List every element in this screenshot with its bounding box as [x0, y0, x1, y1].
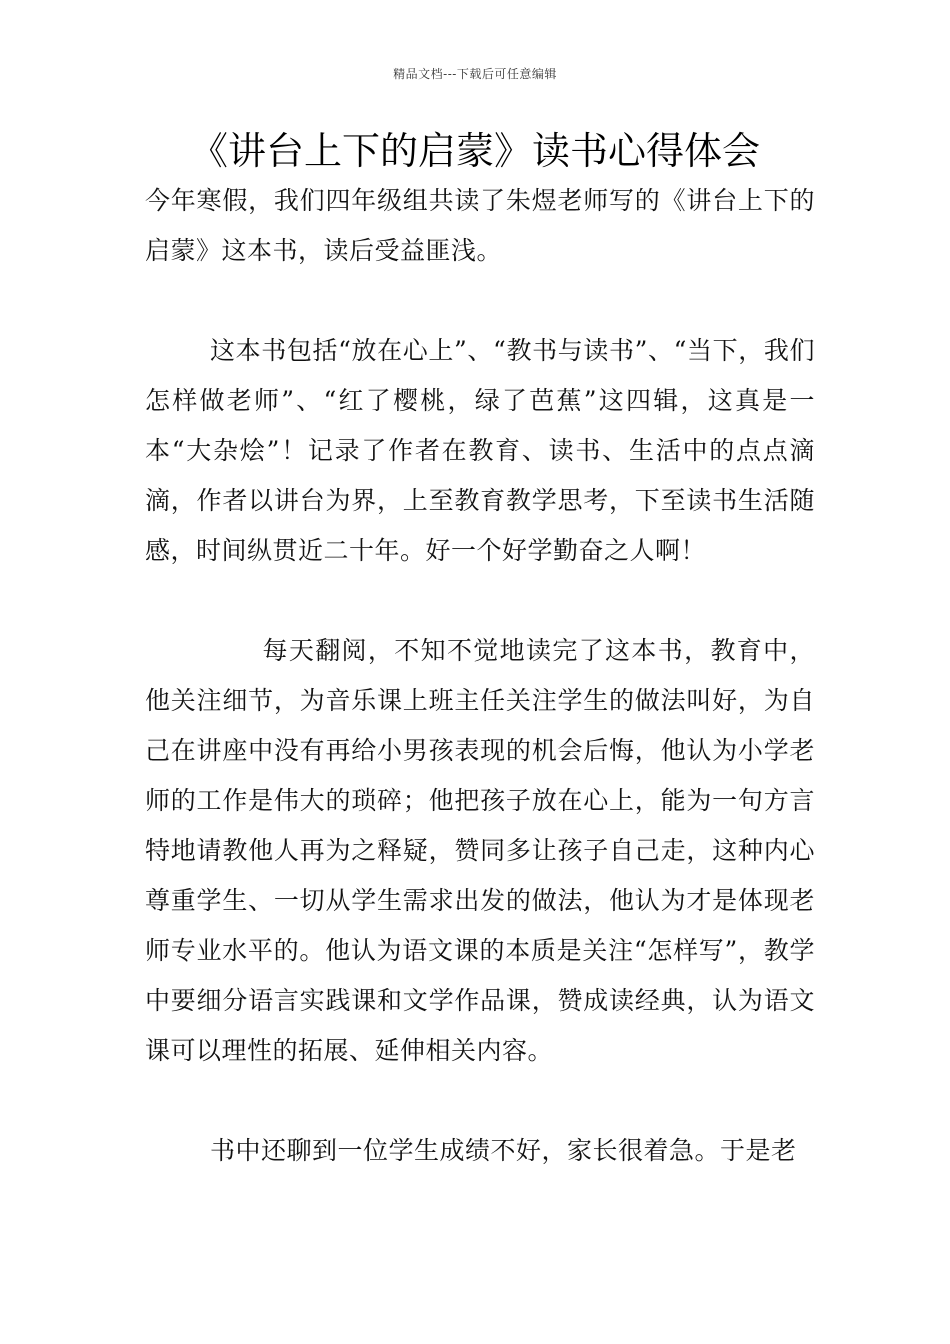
paragraph-4: 书中还聊到一位学生成绩不好，家长很着急。于是老 [210, 1136, 797, 1165]
header-note: 精品文档---下载后可任意编辑 [393, 67, 557, 81]
document-title: 《讲台上下的启蒙》读书心得体会 [189, 129, 760, 173]
paragraph-2: 这本书包括“放在心上”、“教书与读书”、“当下，我们怎样做老师”、“红了樱桃，绿了芭蕉”这四辑，这真是一本“大杂烩”！记录了作者在教育、读书、生活中的点点滴滴，作者以讲台为界，上至教育教学思考，下至读书生活随感，时间纵贯近二十年。好一个好学勤奋之人啊！ [145, 336, 815, 565]
paragraph-1: 今年寒假，我们四年级组共读了朱煜老师写的《讲台上下的启蒙》这本书，读后受益匪浅。 [145, 186, 815, 265]
paragraph-3: 每天翻阅，不知不觉地读完了这本书，教育中，他关注细节，为音乐课上班主任关注学生的做法叫好，为自己在讲座中没有再给小男孩表现的机会后悔，他认为小学老师的工作是伟大的琐碎；他把孩子放在心上，能为一句方言特地请教他人再为之释疑，赞同多让孩子自己走，这种内心尊重学生、一切从学生需求出发的做法，他认为才是体现老师专业水平的。他认为语文课的本质是关注“怎样写”，教学中要细分语言实践课和文学作品课，赞成读经典，认为语文课可以理性的拓展、延伸相关内容。 [145, 636, 815, 1065]
document-body [145, 176, 815, 1176]
